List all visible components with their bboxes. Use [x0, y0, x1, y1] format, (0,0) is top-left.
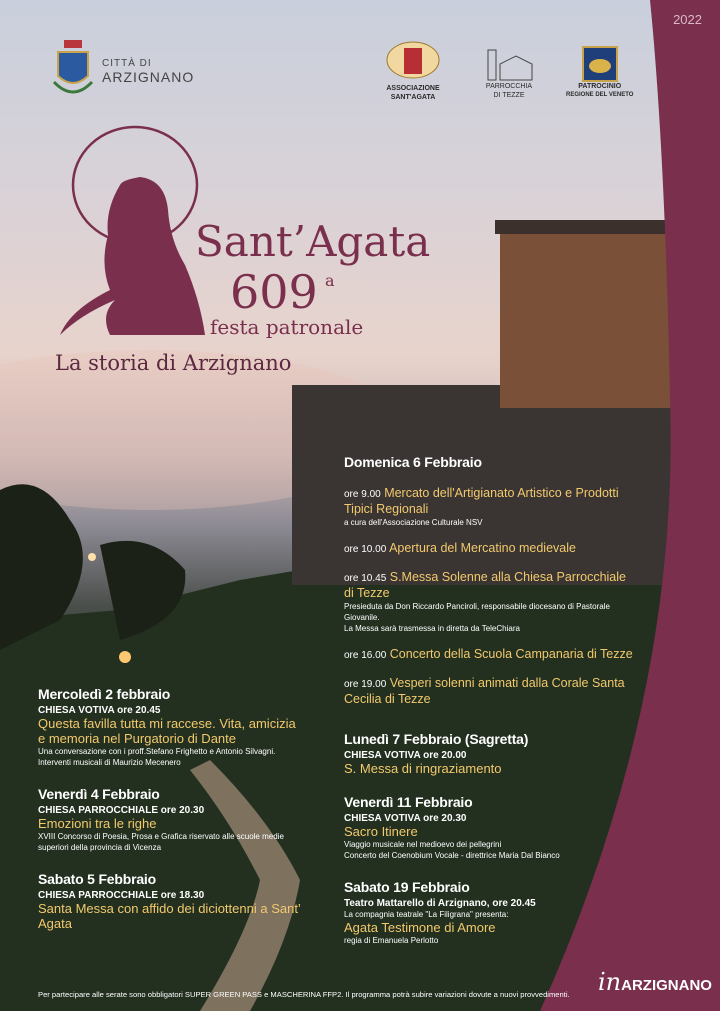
year-label: 2022 — [673, 12, 702, 27]
title-block — [55, 125, 440, 385]
sunday-item — [344, 541, 634, 557]
streetlamp-light-2 — [88, 553, 96, 561]
event-item — [38, 871, 303, 931]
event-title: Agata Testimone di Amore — [344, 920, 496, 935]
right-events — [344, 731, 604, 946]
event-place: CHIESA VOTIVA ore 20.00 — [344, 750, 467, 761]
sunday-item — [344, 676, 634, 707]
sunday-item — [344, 486, 634, 528]
sunday-item-time: ore 10.45 — [344, 573, 387, 584]
event-place: CHIESA VOTIVA ore 20.45 — [38, 705, 161, 716]
title-name: Sant’Agata — [195, 217, 431, 266]
church-icon — [484, 48, 534, 82]
event-title: S. Messa di ringraziamento — [344, 761, 502, 776]
city-small-label: CITTÀ DI — [102, 57, 152, 69]
association-logo — [385, 40, 441, 102]
sunday-events — [344, 454, 634, 707]
sunday-item-note: Presieduta da Don Riccardo Panciroli, responsabile diocesano di Pastorale Giovanile. — [344, 602, 610, 622]
parish-line2: DI TEZZE — [493, 92, 525, 99]
brand-prefix: in — [598, 968, 622, 996]
event-title: Emozioni tra le righe — [38, 816, 157, 831]
event-place: Teatro Mattarello di Arzignano, ore 20.45 — [344, 898, 536, 909]
event-title: Sacro Itinere — [344, 824, 418, 839]
event-note: Concerto del Coenobium Vocale - direttrice Maria Dal Bianco — [344, 851, 560, 860]
event-place: CHIESA PARROCCHIALE ore 20.30 — [38, 805, 205, 816]
association-line2: SANT'AGATA — [390, 94, 436, 101]
city-crest-icon — [50, 38, 96, 104]
event-item — [38, 686, 303, 768]
sunday-item-note: La Messa sarà trasmessa in diretta da TeleChiara — [344, 624, 520, 633]
event-day: Sabato 5 Febbraio — [38, 871, 156, 887]
event-day: Venerdì 11 Febbraio — [344, 794, 473, 810]
event-item — [344, 879, 604, 946]
event-title: Santa Messa con affido dei diciottenni a Sant’ Agata — [38, 901, 301, 931]
event-day: Venerdì 4 Febbraio — [38, 786, 160, 802]
sunday-item-heading — [344, 541, 634, 557]
association-line1: ASSOCIAZIONE — [386, 85, 440, 92]
title-subtitle: festa patronale — [210, 315, 364, 339]
streetlamp-light — [119, 651, 131, 663]
event-item — [38, 786, 303, 853]
parish-line1: PARROCCHIA — [485, 83, 533, 90]
sunday-item-time: ore 19.00 — [344, 679, 387, 690]
event-note: regia di Emanuela Perlotto — [344, 936, 439, 945]
title-tagline: La storia di Arzignano — [55, 351, 292, 375]
event-note: superiori della provincia di Vicenza — [38, 843, 162, 852]
sunday-item-time: ore 16.00 — [344, 650, 387, 661]
sunday-item-title: Apertura del Mercatino medievale — [389, 541, 576, 555]
event-intro: La compagnia teatrale "La Filigrana" presenta: — [344, 910, 509, 919]
event-title: Questa favilla tutta mi raccese. Vita, amicizia e memoria nel Purgatorio di Dante — [38, 716, 296, 746]
sunday-items — [344, 486, 634, 707]
sunday-item-heading — [344, 676, 634, 707]
event-place: CHIESA PARROCCHIALE ore 18.30 — [38, 890, 205, 901]
sunday-item-title: Vesperi solenni animati dalla Corale Santa Cecilia di Tezze — [344, 676, 625, 706]
brand-name: ARZIGNANO — [621, 977, 712, 994]
event-note: Viaggio musicale nel medioevo dei pellegrini — [344, 840, 502, 849]
event-item — [344, 731, 604, 776]
sunday-item-note: a cura dell'Associazione Culturale NSV — [344, 518, 483, 527]
sunday-item-time: ore 9.00 — [344, 489, 381, 500]
left-events — [38, 686, 303, 931]
sunday-item-title: Concerto della Scuola Campanaria di Tezze — [389, 647, 633, 661]
lion-of-venice-icon — [582, 46, 618, 82]
sunday-item-title: S.Messa Solenne alla Chiesa Parrocchiale di Tezze — [344, 570, 626, 600]
in-arzignano-brand — [598, 968, 712, 996]
city-logo-text — [102, 58, 194, 85]
event-item — [344, 794, 604, 861]
sunday-day: Domenica 6 Febbraio — [344, 454, 482, 470]
event-day: Sabato 19 Febbraio — [344, 879, 470, 895]
regione-veneto-logo — [566, 46, 633, 100]
footer-note: Per partecipare alle serate sono obbligatori SUPER GREEN PASS e MASCHERINA FFP2. Il programma potrà subire variazioni dovute a nuovi provvedimenti. — [38, 990, 570, 999]
event-day: Mercoledì 2 febbraio — [38, 686, 171, 702]
event-day: Lunedì 7 Febbraio (Sagretta) — [344, 731, 529, 747]
sunday-item-heading — [344, 647, 634, 663]
city-logo — [50, 38, 194, 104]
sunday-item-time: ore 10.00 — [344, 544, 387, 555]
patron-line2: REGIONE DEL VENETO — [566, 92, 634, 98]
sunday-item — [344, 647, 634, 663]
sunday-item-heading — [344, 486, 634, 517]
sunday-item-heading — [344, 570, 634, 601]
edition-superscript: a — [325, 271, 335, 290]
edition-number: 609 — [230, 265, 318, 319]
event-note: Interventi musicali di Maurizio Mecenero — [38, 758, 181, 767]
sunday-item-title: Mercato dell'Artigianato Artistico e Prodotti Tipici Regionali — [344, 486, 619, 516]
parish-logo — [484, 48, 534, 100]
event-note: XVIII Concorso di Poesia, Prosa e Grafica riservato alle scuole medie — [38, 832, 284, 841]
event-note: Una conversazione con i proff.Stefano Frighetto e Antonio Silvagni. — [38, 747, 276, 756]
city-name-label: ARZIGNANO — [102, 68, 195, 85]
sunday-item — [344, 570, 634, 634]
event-place: CHIESA VOTIVA ore 20.30 — [344, 813, 467, 824]
association-emblem-icon — [385, 40, 441, 84]
patron-line1: PATROCINIO — [578, 83, 622, 90]
